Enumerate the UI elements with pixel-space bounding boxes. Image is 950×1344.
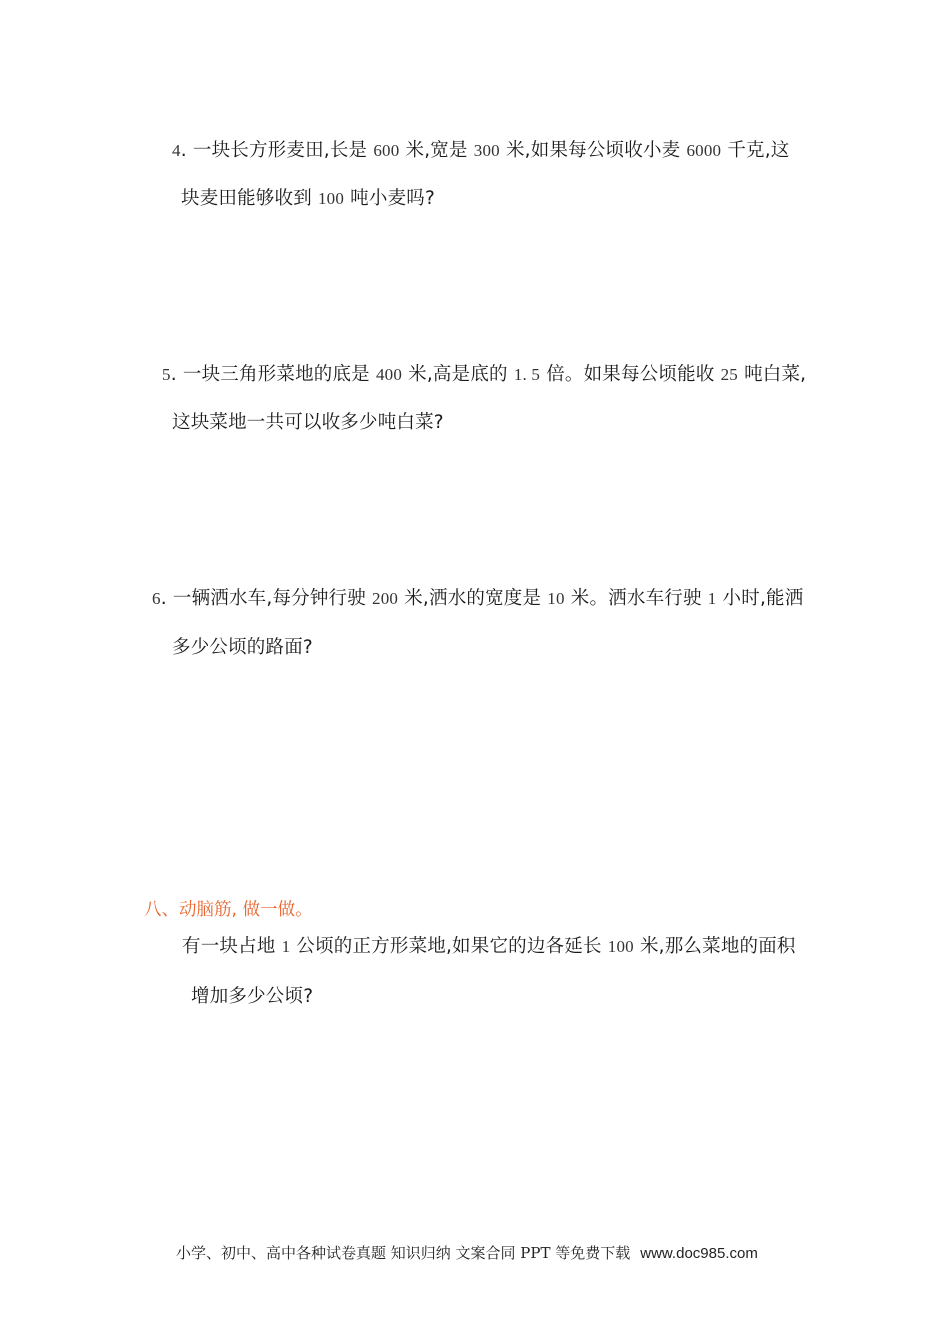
problem-4-line-2: 块麦田能够收到 100 吨小麦吗?	[181, 188, 435, 209]
problem-6-line-2: 多少公顷的路面?	[172, 637, 313, 658]
footer-text: 小学、初中、高中各种试卷真题 知识归纳 文案合同 PPT 等免费下载	[176, 1244, 631, 1262]
problem-5-line-2: 这块菜地一共可以收多少吨白菜?	[172, 412, 444, 433]
problem-5-line-1: 5. 一块三角形菜地的底是 400 米,高是底的 1. 5 倍。如果每公顷能收 25 吨白菜,	[162, 364, 807, 385]
footer-site-link[interactable]: www.doc985.com	[640, 1245, 758, 1262]
page-footer	[176, 1242, 758, 1265]
problem-6-line-1: 6. 一辆洒水车,每分钟行驶 200 米,洒水的宽度是 10 米。洒水车行驶 1 小时,能洒	[152, 588, 804, 609]
problem-4-line-1: 4. 一块长方形麦田,长是 600 米,宽是 300 米,如果每公顷收小麦 6000 千克,这	[172, 140, 790, 161]
section-8-problem-line-2: 增加多少公顷?	[191, 986, 314, 1007]
section-8-problem-line-1: 有一块占地 1 公顷的正方形菜地,如果它的边各延长 100 米,那么菜地的面积	[182, 936, 796, 957]
section-8-heading: 八、动脑筋, 做一做。	[144, 900, 313, 920]
